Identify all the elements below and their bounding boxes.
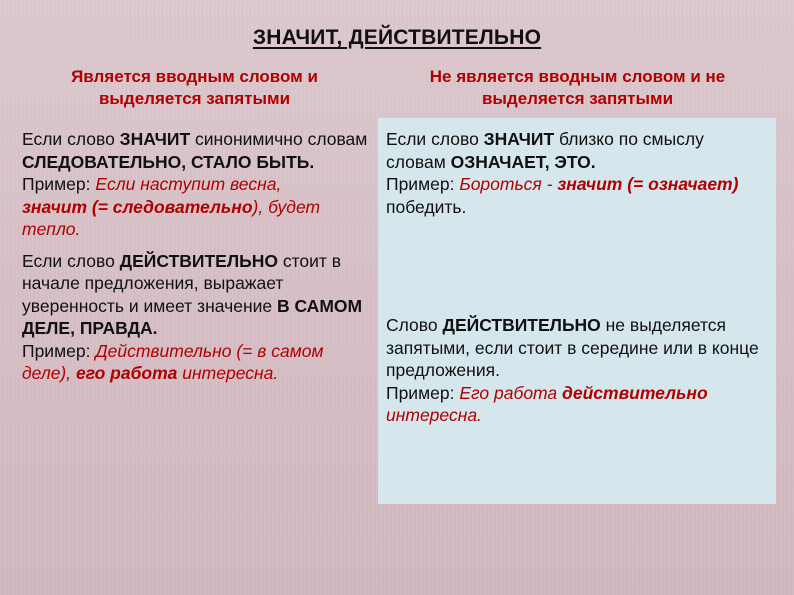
header-introductory: Является вводным словом и выделяется запятыми [71,67,318,108]
rule-znachit-not-introductory: Если слово ЗНАЧИТ близко по смыслу словам ОЗНАЧАЕТ, ЭТО. Пример: Бороться - значит (= означает) победить. [386,129,739,217]
right-column [378,118,776,504]
rule-deystvitelno-not-introductory: Слово ДЕЙСТВИТЕЛЬНО не выделяется запятыми, если стоит в середине или в конце предложения. Пример: Его работа действительно интересна. [386,315,759,425]
rule-deystvitelno-introductory: Если слово ДЕЙСТВИТЕЛЬНО стоит в начале предложения, выражает уверенность и имеет значение В САМОМ ДЕЛЕ, ПРАВДА. Пример: Действительно (= в самом деле), его работа интересна. [22,250,363,383]
header-not-introductory: Не является вводным словом и не выделяется запятыми [429,67,726,108]
rule-znachit-introductory: Если слово ЗНАЧИТ синонимично словам СЛЕДОВАТЕЛЬНО, СТАЛО БЫТЬ. Пример: Если наступит весна, значит (= следовательно), будет тепло. [22,129,368,239]
page-title: ЗНАЧИТ, ДЕЙСТВИТЕЛЬНО [252,26,542,49]
left-column [18,118,374,518]
